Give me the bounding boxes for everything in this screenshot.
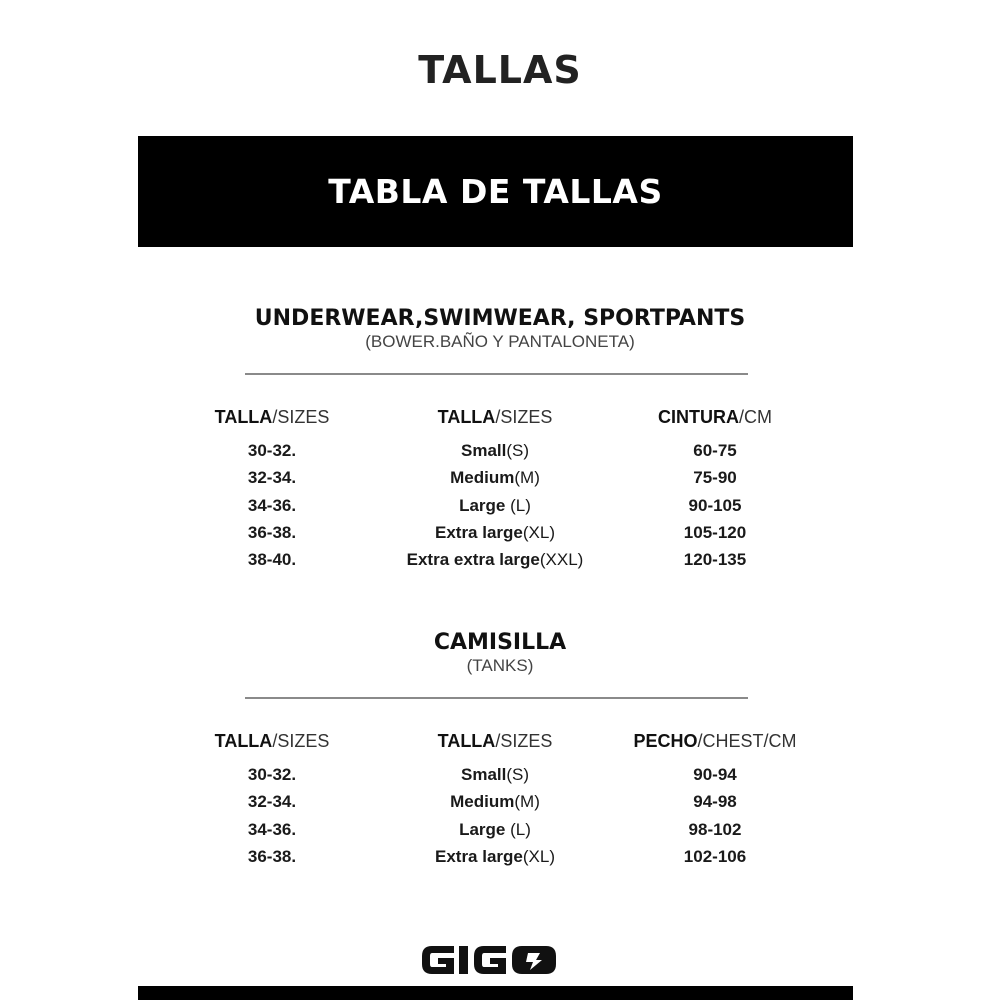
table-row <box>0 847 1000 873</box>
waist-cm-cell: 120-135 <box>683 550 747 569</box>
table-row <box>0 468 1000 494</box>
size-range-cell: 38-40. <box>247 550 297 569</box>
size-name-cell: Large (L) <box>459 820 531 839</box>
waist-cm-cell: 90-105 <box>688 496 742 515</box>
size-name-cell: Medium(M) <box>450 468 540 487</box>
chest-cm-cell: 94-98 <box>693 792 737 811</box>
size-range-cell: 34-36. <box>247 820 297 839</box>
underwear-table-header <box>0 407 1000 433</box>
camisilla-section-subtitle: (TANKS) <box>466 656 534 675</box>
size-range-cell: 36-38. <box>247 523 297 542</box>
size-name-cell: Extra extra large(XXL) <box>406 550 584 569</box>
table-row <box>0 550 1000 576</box>
page-title: TALLAS <box>418 48 582 92</box>
table-row <box>0 792 1000 818</box>
size-name-cell: Extra large(XL) <box>434 523 555 542</box>
underwear-divider <box>245 373 748 375</box>
gigo-logo-icon <box>418 940 582 980</box>
footer-bar <box>138 986 853 1000</box>
column-header: TALLA/SIZES <box>437 731 553 751</box>
banner-title: TABLA DE TALLAS <box>328 172 663 211</box>
column-header: TALLA/SIZES <box>214 731 330 751</box>
waist-cm-cell: 105-120 <box>683 523 747 542</box>
chest-cm-cell: 102-106 <box>683 847 747 866</box>
banner <box>138 136 853 247</box>
size-range-cell: 30-32. <box>247 765 297 784</box>
underwear-section-subtitle: (BOWER.BAÑO Y PANTALONETA) <box>365 332 635 351</box>
size-name-cell: Large (L) <box>459 496 531 515</box>
column-header: TALLA/SIZES <box>437 407 553 427</box>
column-header: PECHO/CHEST/CM <box>633 731 797 751</box>
camisilla-section-title: CAMISILLA <box>433 630 567 655</box>
underwear-section-heading <box>0 306 1000 352</box>
waist-cm-cell: 60-75 <box>693 441 737 460</box>
table-row <box>0 523 1000 549</box>
table-row <box>0 820 1000 846</box>
size-range-cell: 34-36. <box>247 496 297 515</box>
chest-cm-cell: 98-102 <box>688 820 742 839</box>
size-range-cell: 36-38. <box>247 847 297 866</box>
waist-cm-cell: 75-90 <box>693 468 737 487</box>
size-name-cell: Extra large(XL) <box>434 847 555 866</box>
size-range-cell: 32-34. <box>247 468 297 487</box>
camisilla-divider <box>245 697 748 699</box>
table-row <box>0 441 1000 467</box>
size-range-cell: 30-32. <box>247 441 297 460</box>
table-row <box>0 765 1000 791</box>
column-header: TALLA/SIZES <box>214 407 330 427</box>
camisilla-table-header <box>0 731 1000 757</box>
column-header: CINTURA/CM <box>658 407 772 427</box>
chest-cm-cell: 90-94 <box>693 765 737 784</box>
size-range-cell: 32-34. <box>247 792 297 811</box>
size-name-cell: Medium(M) <box>450 792 540 811</box>
table-row <box>0 496 1000 522</box>
size-name-cell: Small(S) <box>460 441 530 460</box>
brand-logo <box>0 940 1000 985</box>
size-name-cell: Small(S) <box>460 765 530 784</box>
underwear-section-title: UNDERWEAR,SWIMWEAR, SPORTPANTS <box>254 306 746 331</box>
camisilla-section-heading <box>0 630 1000 676</box>
